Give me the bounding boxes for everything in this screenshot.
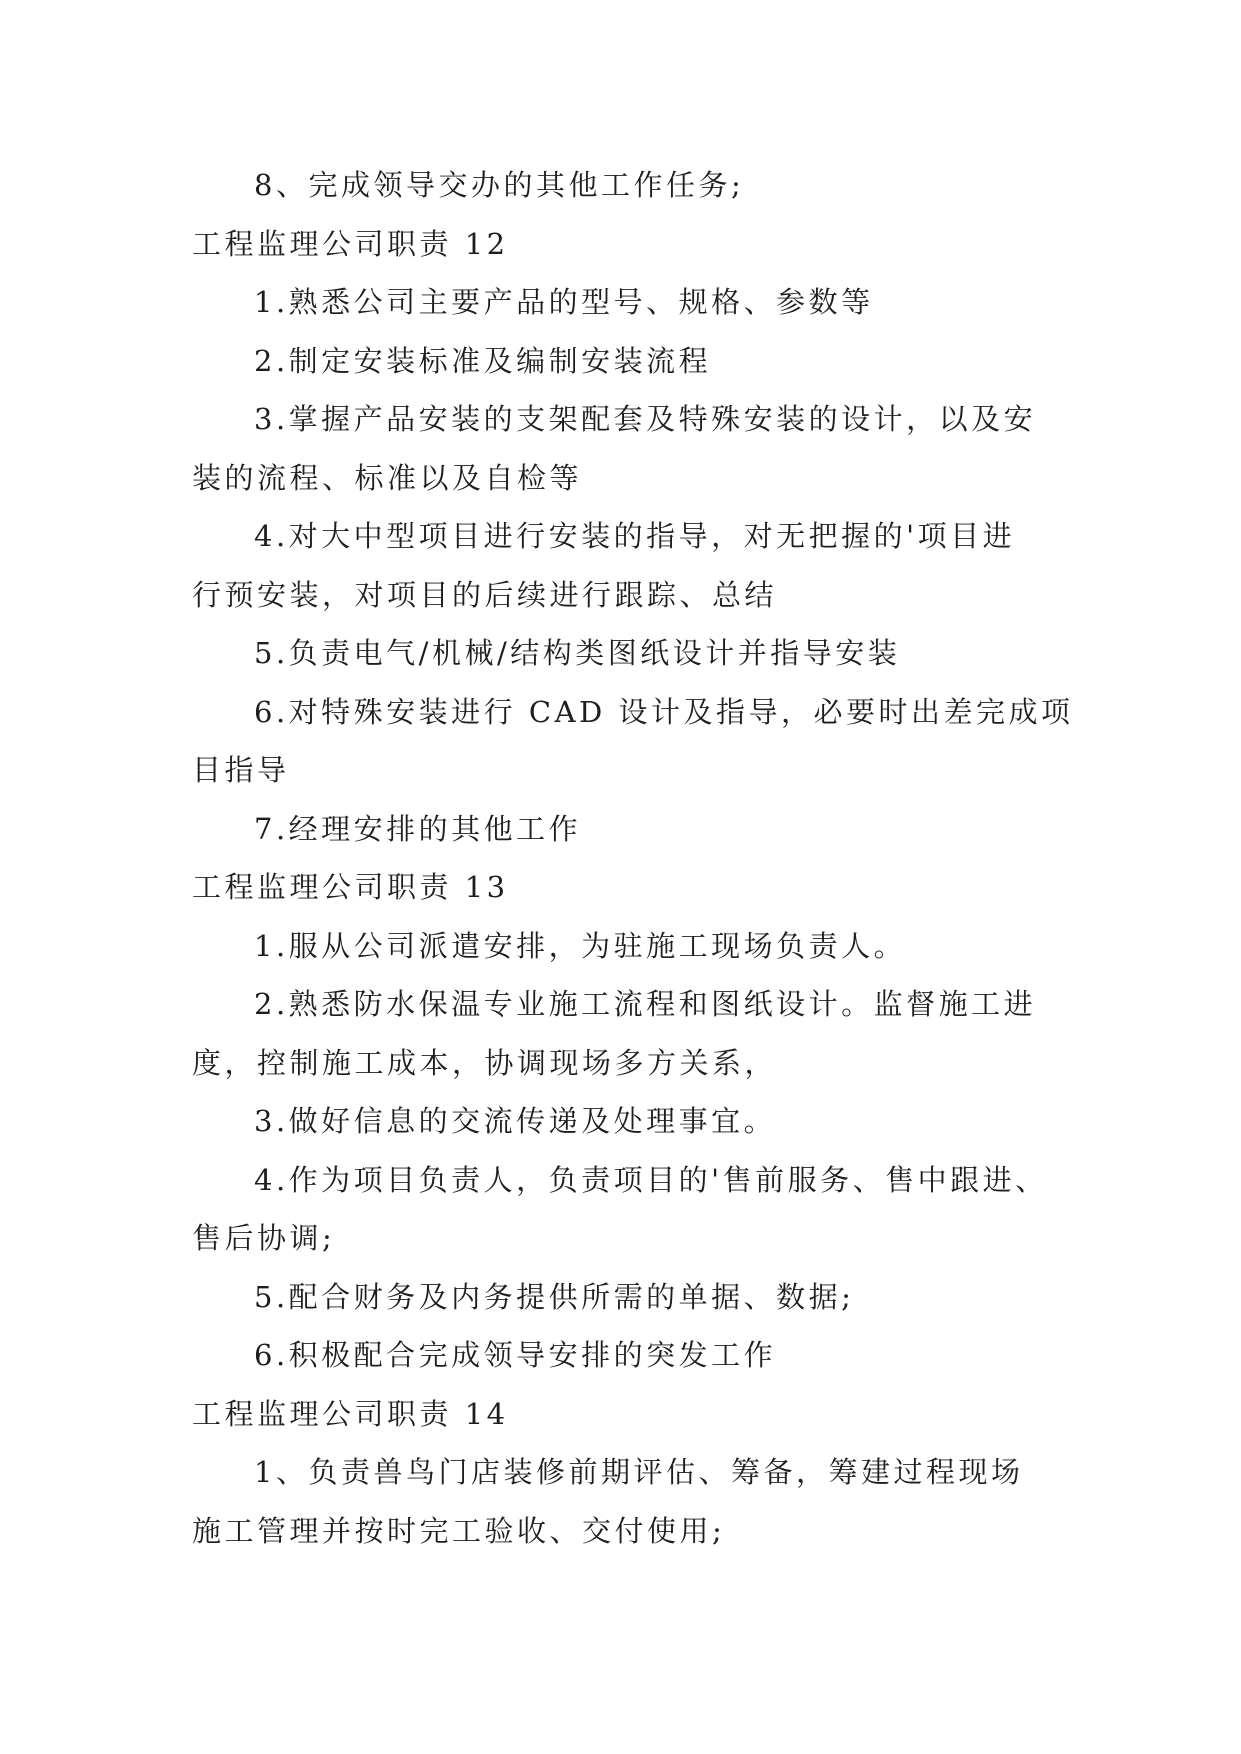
text-line: 5.配合财务及内务提供所需的单据、数据; [254, 1279, 855, 1314]
text-line: 3.做好信息的交流传递及处理事宜。 [254, 1104, 777, 1138]
text-line: 4.作为项目负责人，负责项目的'售前服务、售中跟进、 [254, 1162, 1048, 1197]
text-line: 目指导 [192, 753, 290, 787]
text-line: 1.服从公司派遣安排，为驻施工现场负责人。 [254, 928, 907, 963]
section-heading: 工程监理公司职责 14 [192, 1396, 509, 1431]
text-line: 售后协调; [192, 1221, 336, 1255]
text-line: 6.对特殊安装进行 CAD 设计及指导，必要时出差完成项 [254, 694, 1074, 729]
section-heading: 工程监理公司职责 13 [192, 870, 509, 904]
section-heading: 工程监理公司职责 12 [192, 226, 509, 261]
text-line: 5.负责电气/机械/结构类图纸设计并指导安装 [254, 636, 901, 670]
text-line: 行预安装，对项目的后续进行跟踪、总结 [192, 577, 778, 612]
text-line: 2.熟悉防水保温专业施工流程和图纸设计。监督施工进 [254, 987, 1037, 1021]
text-line: 8、完成领导交办的其他工作任务; [254, 168, 745, 202]
document-body [192, 156, 1074, 1560]
text-line: 3.掌握产品安装的支架配套及特殊安装的设计，以及安 [254, 402, 1037, 436]
text-line: 1、负责兽鸟门店装修前期评估、筹备，筹建过程现场 [254, 1455, 1024, 1489]
text-line: 6.积极配合完成领导安排的突发工作 [254, 1338, 777, 1372]
text-line: 装的流程、标准以及自检等 [192, 460, 583, 495]
text-line: 1.熟悉公司主要产品的型号、规格、参数等 [254, 285, 874, 319]
text-line: 4.对大中型项目进行安装的指导，对无把握的'项目进 [254, 519, 1016, 553]
text-line: 施工管理并按时完工验收、交付使用; [192, 1513, 726, 1548]
text-line: 度，控制施工成本，协调现场多方关系， [192, 1045, 778, 1080]
text-line: 2.制定安装标准及编制安装流程 [254, 343, 712, 378]
text-line: 7.经理安排的其他工作 [254, 811, 582, 846]
